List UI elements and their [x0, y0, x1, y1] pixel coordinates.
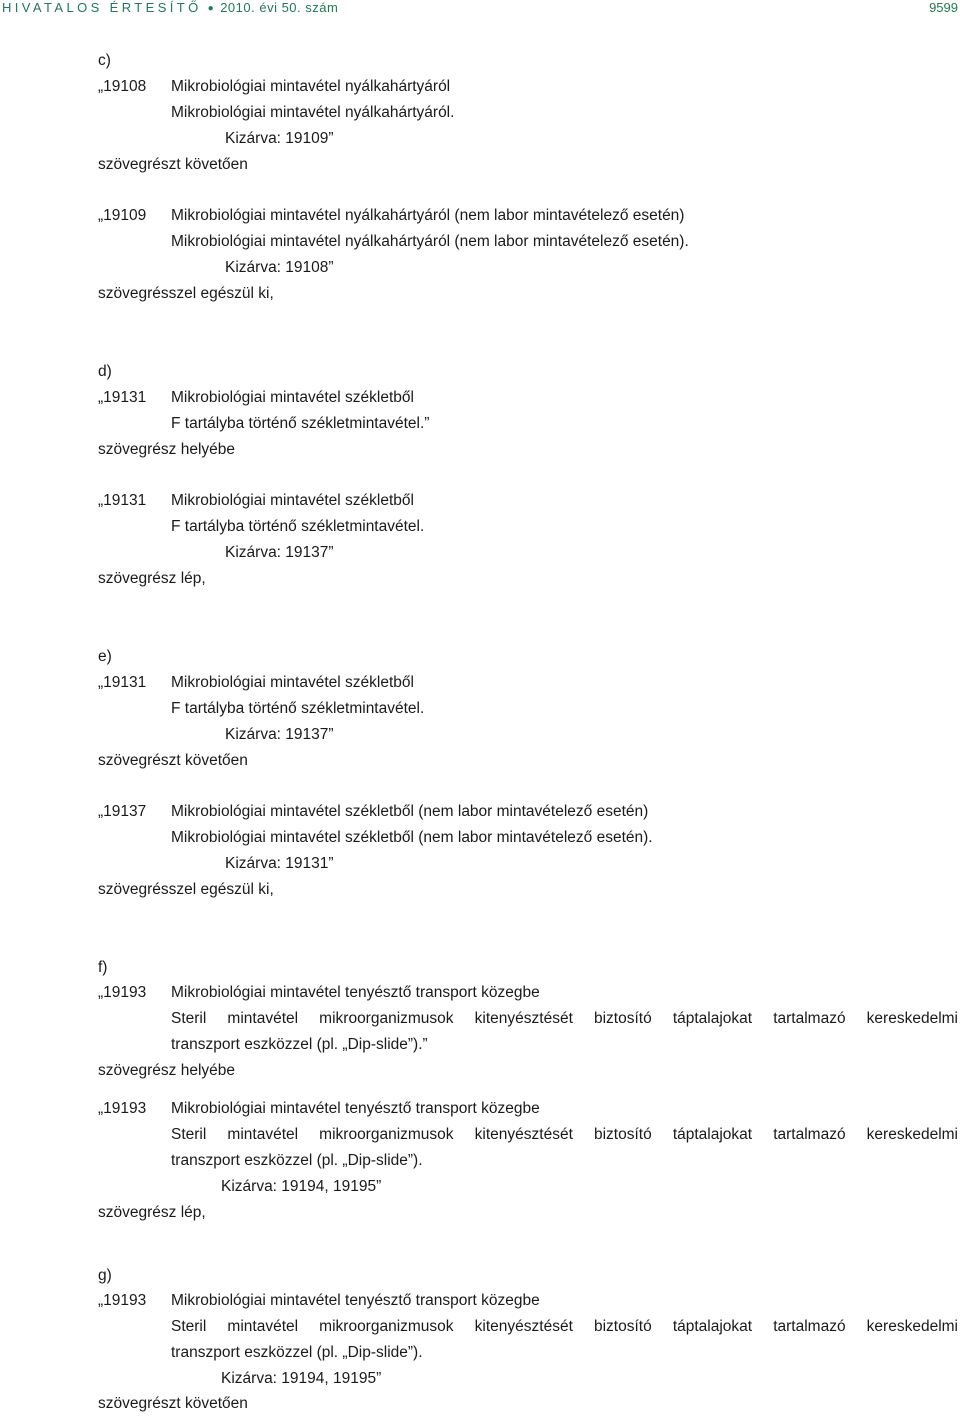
- instruction-text: szövegrészt követően: [98, 156, 248, 173]
- page-header: [0, 0, 960, 20]
- entry-description: F tartályba történő székletmintavétel.: [171, 700, 425, 717]
- instruction-text: szövegrészt követően: [98, 1395, 248, 1412]
- entry-title: Mikrobiológiai mintavétel nyálkahártyáról (nem labor mintavételező esetén): [171, 207, 685, 224]
- code-number: „19109: [98, 207, 147, 224]
- code-number: „19108: [98, 78, 147, 95]
- instruction-text: szövegrésszel egészül ki,: [98, 285, 274, 302]
- section-label: c): [98, 52, 111, 69]
- journal-title: HIVATALOS ÉRTESÍTŐ: [2, 0, 202, 15]
- exclusion-note: Kizárva: 19108”: [225, 259, 334, 276]
- section-label: g): [98, 1267, 112, 1284]
- entry-title: Mikrobiológiai mintavétel székletből: [171, 389, 414, 406]
- entry-description: Mikrobiológiai mintavétel nyálkahártyáról (nem labor mintavételező esetén).: [171, 233, 689, 250]
- instruction-text: szövegrész lép,: [98, 1204, 206, 1221]
- entry-description: Steril mintavétel mikroorganizmusok kitenyésztését biztosító táptalajokat tartalmazó kereskedelmi: [171, 1318, 958, 1335]
- exclusion-note: Kizárva: 19194, 19195”: [221, 1370, 382, 1387]
- entry-description-cont: transzport eszközzel (pl. „Dip-slide”).: [171, 1152, 423, 1169]
- instruction-text: szövegrész lép,: [98, 570, 206, 587]
- code-number: „19131: [98, 674, 147, 691]
- section-label: d): [98, 363, 112, 380]
- exclusion-note: Kizárva: 19137”: [225, 544, 334, 561]
- entry-description: Steril mintavétel mikroorganizmusok kitenyésztését biztosító táptalajokat tartalmazó kereskedelmi: [171, 1126, 958, 1143]
- section-label: e): [98, 648, 112, 665]
- page-number: 9599: [929, 0, 958, 15]
- entry-description: Mikrobiológiai mintavétel nyálkahártyáról.: [171, 104, 455, 121]
- code-number: „19193: [98, 984, 147, 1001]
- entry-description-cont: transzport eszközzel (pl. „Dip-slide”).: [171, 1344, 423, 1361]
- entry-title: Mikrobiológiai mintavétel tenyésztő transport közegbe: [171, 1100, 540, 1117]
- entry-title: Mikrobiológiai mintavétel nyálkahártyáról: [171, 78, 451, 95]
- entry-description: Mikrobiológiai mintavétel székletből (nem labor mintavételező esetén).: [171, 829, 653, 846]
- exclusion-note: Kizárva: 19137”: [225, 726, 334, 743]
- exclusion-note: Kizárva: 19131”: [225, 855, 334, 872]
- entry-title: Mikrobiológiai mintavétel tenyésztő transport közegbe: [171, 1292, 540, 1309]
- entry-description-cont: transzport eszközzel (pl. „Dip-slide”).”: [171, 1036, 428, 1053]
- entry-description: Steril mintavétel mikroorganizmusok kitenyésztését biztosító táptalajokat tartalmazó kereskedelmi: [171, 1010, 958, 1027]
- entry-title: Mikrobiológiai mintavétel székletből (nem labor mintavételező esetén): [171, 803, 649, 820]
- instruction-text: szövegrész helyébe: [98, 441, 235, 458]
- entry-description: F tartályba történő székletmintavétel.: [171, 518, 425, 535]
- entry-title: Mikrobiológiai mintavétel székletből: [171, 674, 414, 691]
- entry-title: Mikrobiológiai mintavétel tenyésztő transport közegbe: [171, 984, 540, 1001]
- code-number: „19137: [98, 803, 147, 820]
- exclusion-note: Kizárva: 19194, 19195”: [221, 1178, 382, 1195]
- code-number: „19193: [98, 1292, 147, 1309]
- journal-header: [2, 0, 338, 15]
- instruction-text: szövegrésszel egészül ki,: [98, 881, 274, 898]
- code-number: „19131: [98, 389, 147, 406]
- code-number: „19131: [98, 492, 147, 509]
- entry-title: Mikrobiológiai mintavétel székletből: [171, 492, 414, 509]
- instruction-text: szövegrész helyébe: [98, 1062, 235, 1079]
- instruction-text: szövegrészt követően: [98, 752, 248, 769]
- code-number: „19193: [98, 1100, 147, 1117]
- issue-label: 2010. évi 50. szám: [220, 0, 339, 15]
- bullet-icon: ●: [207, 3, 215, 14]
- exclusion-note: Kizárva: 19109”: [225, 130, 334, 147]
- entry-description: F tartályba történő székletmintavétel.”: [171, 415, 430, 432]
- section-label: f): [98, 959, 108, 976]
